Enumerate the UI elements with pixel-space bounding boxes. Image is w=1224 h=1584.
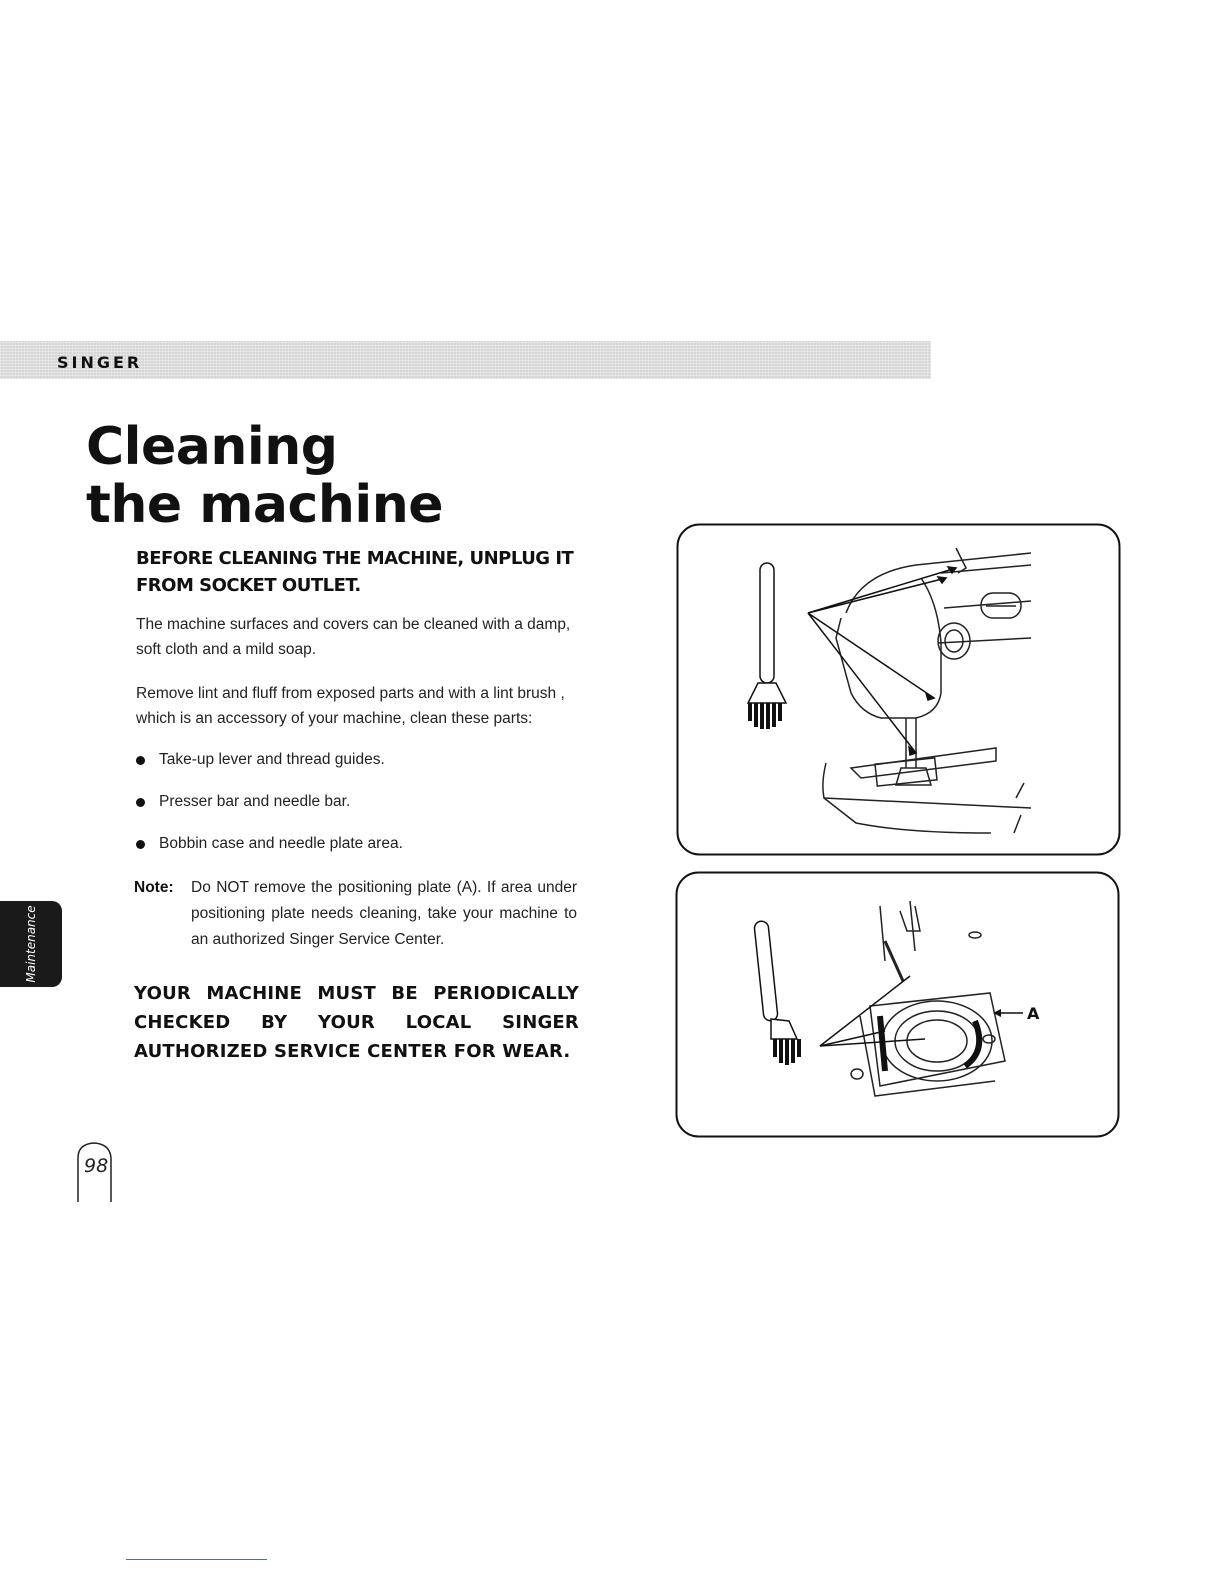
note-label: Note: bbox=[134, 879, 174, 896]
brand-logo: SINGER bbox=[57, 353, 143, 372]
list-item: Take-up lever and thread guides. bbox=[136, 746, 576, 788]
unplug-warning: BEFORE CLEANING THE MACHINE, UNPLUG IT FROM SOCKET OUTLET. bbox=[136, 548, 574, 596]
list-item: Presser bar and needle bar. bbox=[136, 788, 576, 830]
bobbin-area-illustration bbox=[675, 871, 1121, 1139]
title-line-1: Cleaning bbox=[86, 417, 338, 477]
bullet-icon bbox=[136, 840, 145, 849]
paragraph-surfaces: The machine surfaces and covers can be cleaned with a damp, soft cloth and a mild soap. bbox=[136, 616, 571, 658]
paragraph-lint: Remove lint and fluff from exposed parts and with a lint brush , which is an accessory of your machine, clean these parts: bbox=[136, 685, 565, 727]
label-a: A bbox=[1027, 1004, 1040, 1023]
list-item: Bobbin case and needle plate area. bbox=[136, 830, 576, 872]
note-block bbox=[134, 875, 579, 948]
title-line-2: the machine bbox=[86, 475, 443, 535]
parts-list bbox=[136, 746, 576, 872]
bullet-icon bbox=[136, 798, 145, 807]
service-warning: YOUR MACHINE MUST BE PERIODICALLY CHECKED BY YOUR LOCAL SINGER AUTHORIZED SERVICE CENTER FOR WEAR. bbox=[134, 983, 579, 1062]
footer-rule bbox=[126, 1559, 267, 1560]
bullet-icon bbox=[136, 756, 145, 765]
section-tab bbox=[0, 901, 62, 987]
page-title bbox=[86, 418, 443, 534]
section-tab-label: Maintenance bbox=[24, 905, 38, 983]
page-number: 98 bbox=[84, 1155, 109, 1177]
note-text: Do NOT remove the positioning plate (A). If area under positioning plate needs cleaning, take your machine to an authorized Singer Service Center. bbox=[191, 879, 577, 948]
machine-head-illustration bbox=[676, 523, 1122, 857]
